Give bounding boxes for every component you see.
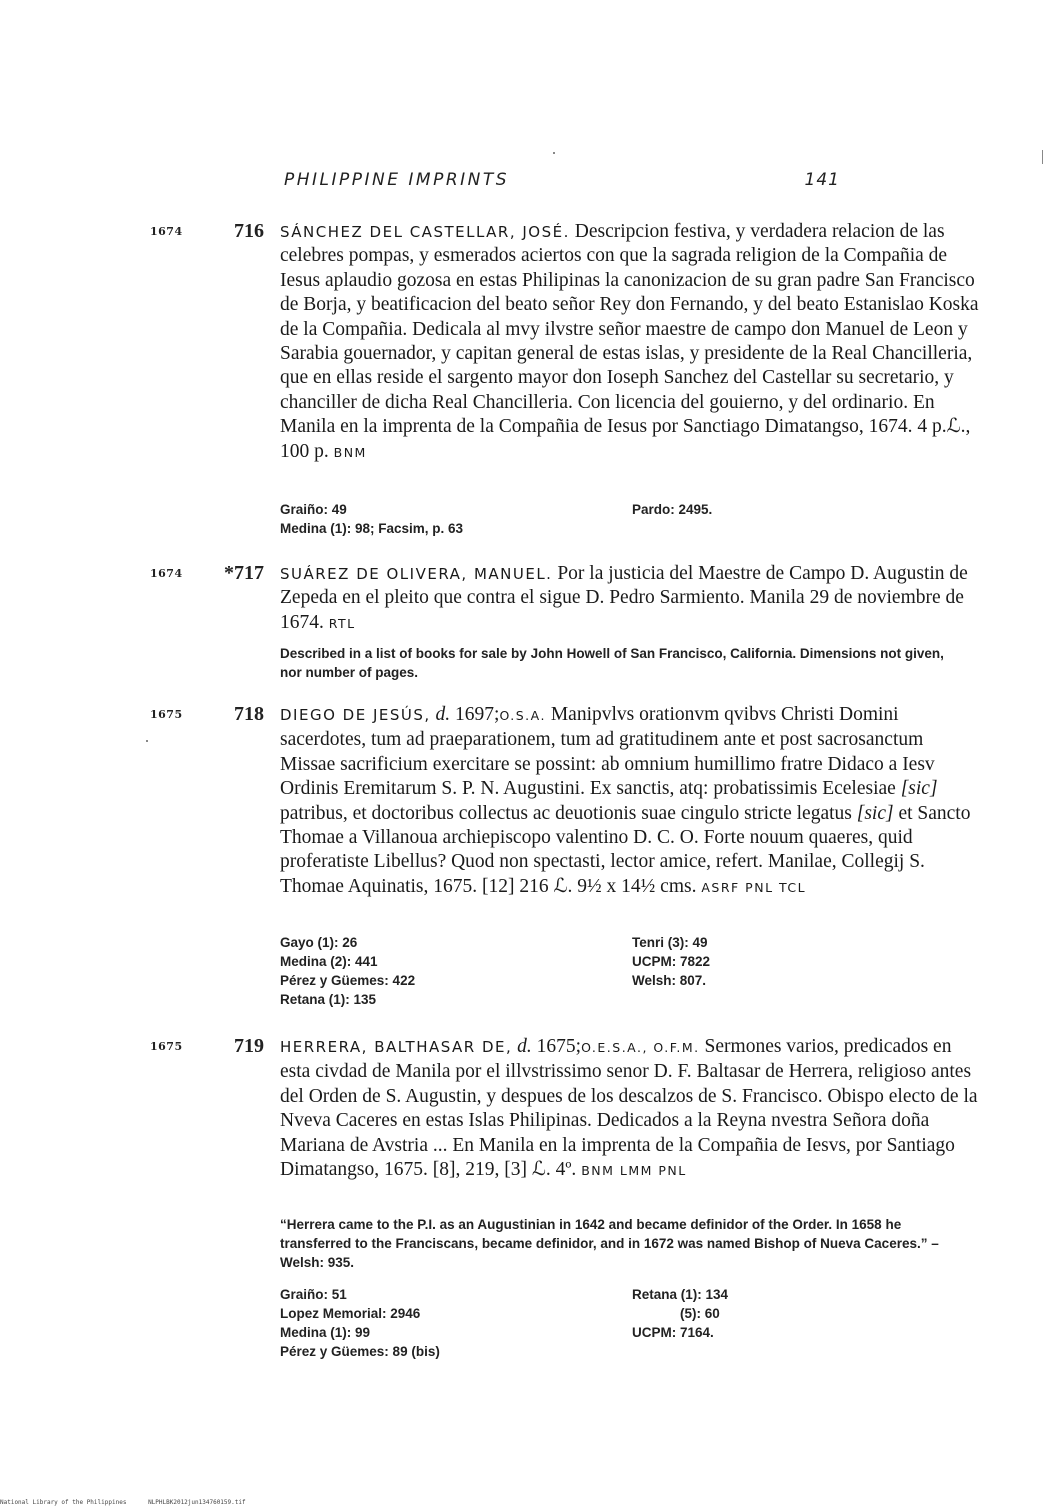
entry-text (280, 703, 980, 900)
scan-speck (553, 152, 555, 154)
reference: Graiño: 49 (280, 502, 347, 517)
footer-library: National Library of the Philippines (0, 1499, 127, 1506)
reference: Medina (1): 99 (280, 1325, 371, 1340)
entry-died-year: 1675; (536, 1036, 582, 1057)
entry-number: 718 (234, 703, 264, 725)
entry-author: SÁNCHEZ DEL CASTELLAR, JOSÉ. (280, 223, 570, 241)
reference: Lopez Memorial: 2946 (280, 1306, 421, 1321)
entry-text (280, 562, 980, 636)
reference: Pardo: 2495. (632, 502, 713, 517)
footer-file-id: NLPHLBK2012jun134760159.tif (148, 1499, 246, 1506)
entry-number: 716 (234, 220, 264, 242)
sic-mark: [sic] (900, 778, 938, 800)
entry-locations: BNM LMM PNL (581, 1163, 687, 1179)
reference: Retana (1): 135 (280, 992, 377, 1007)
reference: Medina (1): 98; Facsim, p. 63 (280, 521, 464, 536)
reference: Medina (2): 441 (280, 954, 378, 969)
reference: UCPM: 7822 (632, 954, 711, 969)
reference: Tenri (3): 49 (632, 935, 708, 950)
entry-author: SUÁREZ DE OLIVERA, MANUEL. (280, 565, 553, 583)
reference: Pérez y Güemes: 89 (bis) (280, 1344, 440, 1359)
entry-year: 1675 (150, 1040, 183, 1053)
reference: Pérez y Güemes: 422 (280, 973, 416, 988)
entry-title: Sermones varios, predicados en esta civdad de Manila por el illvstrissimo senor D. F. Baltasar de Herrera, religioso antes del Orden de S. Augustin, y despues de los descalzos de S. Francisco. Obispo electo de la Nveva Caceres en estas Islas Philipinas. Dedicados a la Reyna nvestra Señora doña Mariana de Avstria ... En Manila en la imprenta de la Compañia de Iesvs, por Santiago Dimatangso, 1675. [8], 219, [3] ℒ. 4º. (280, 1036, 978, 1181)
reference: Retana (1): 134 (632, 1287, 729, 1302)
entry-author: HERRERA, BALTHASAR DE, (280, 1038, 513, 1056)
entry-title: Manipvlvs orationvm qvibvs Christi Domini sacerdotes, tum ad praeparationem, tum ad gratitudinem ante et post sacrosanctum Missae sacrificium exercitare se possint: ab omnium humillimo fratre Didaco a Iesv Ordinis Eremitarum S. P. N. Augustini. Ex sanctis, atq: probatissimis Ecelesiae (280, 704, 935, 800)
entry-died-marker: d. (517, 1036, 532, 1057)
entry-died-year: 1697; (455, 704, 500, 725)
entry-author: DIEGO DE JESÚS, (280, 706, 431, 724)
entry-year: 1674 (150, 225, 183, 238)
entry-died-marker: d. (435, 704, 451, 725)
entry-note: Described in a list of books for sale by John Howell of San Francisco, California. Dimensions not given, nor number of pages. (280, 646, 944, 680)
running-head-title: PHILIPPINE IMPRINTS (284, 170, 510, 190)
entry-title-cont: et Sancto Thomae a Villanoua archiepiscopo valentino D. C. O. Forte nouum quaeres, quid proferatiste Libellus? Quod non spectasti, lector amice, refert. Manilae, Collegij S. Thomae Aquinatis, 1675. [12] 216 ℒ. 9½ x 14½ cms. (280, 802, 971, 897)
entry-year: 1674 (150, 567, 183, 580)
page-number: 141 (804, 170, 840, 190)
entry-title: Por la justicia del Maestre de Campo D. Augustin de Zepeda en el pleito que contra el sigue D. Pedro Sarmiento. Manila 29 de noviembre de 1674. (280, 563, 968, 633)
entry-number: 719 (234, 1035, 264, 1057)
reference: (5): 60 (680, 1306, 720, 1321)
entry-note: “Herrera came to the P.I. as an Augustinian in 1642 and became definidor of the Order. In 1658 he transferred to the Franciscans, became definidor, and in 1672 was named Bishop of Nueva Caceres.” – Welsh: 935. (280, 1217, 939, 1270)
entry-number: *717 (224, 562, 264, 584)
reference: UCPM: 7164. (632, 1325, 714, 1340)
scan-edge-mark (1042, 150, 1043, 164)
scan-speck (146, 740, 148, 742)
reference: Graiño: 51 (280, 1287, 347, 1302)
sic-mark: [sic] (856, 802, 894, 824)
entry-text (280, 1035, 980, 1183)
entry-title: Descripcion festiva, y verdadera relacion de las celebres pompas, y esmerados aciertos con que la sagrada religion de la Compañia de Iesus aplaudio gozosa en estas Philipinas la canonizacion de su gran padre San Francisco de Borja, y beatificacion del beato señor Rey don Fernando, y del beato Estanislao Koska de la Compañia. Dedicala al mvy ilvstre señor maestre de campo don Manuel de Leon y Sarabia gouernador, y capitan general de estas islas, y presidente de la Real Chancilleria, que en ellas reside el sargento mayor don Ioseph Sanchez del Castellar su secretario, y chanciller de dicha Real Chancilleria. Con licencia del gouierno, y del ordinario. En Manila en la imprenta de la Compañia de Iesus por Sanctiago Dimatangso, 1674. 4 p.ℒ., 100 p. (280, 221, 979, 462)
entry-locations: RTL (328, 615, 356, 631)
entry-order: O.E.S.A., O.F.M. (581, 1040, 700, 1055)
reference: Gayo (1): 26 (280, 935, 358, 950)
reference: Welsh: 807. (632, 973, 707, 988)
entry-locations: BNM (333, 444, 367, 460)
entry-title-cont: patribus, et doctoribus collectus ac deuotionis suae cingulo stricte legatus (280, 802, 852, 824)
entry-order: O.S.A. (499, 708, 546, 723)
entry-text (280, 220, 980, 465)
running-head (284, 170, 844, 198)
entry-locations: ASRF PNL TCL (701, 879, 807, 895)
entry-year: 1675 (150, 708, 183, 721)
scan-footer (0, 1499, 600, 1506)
